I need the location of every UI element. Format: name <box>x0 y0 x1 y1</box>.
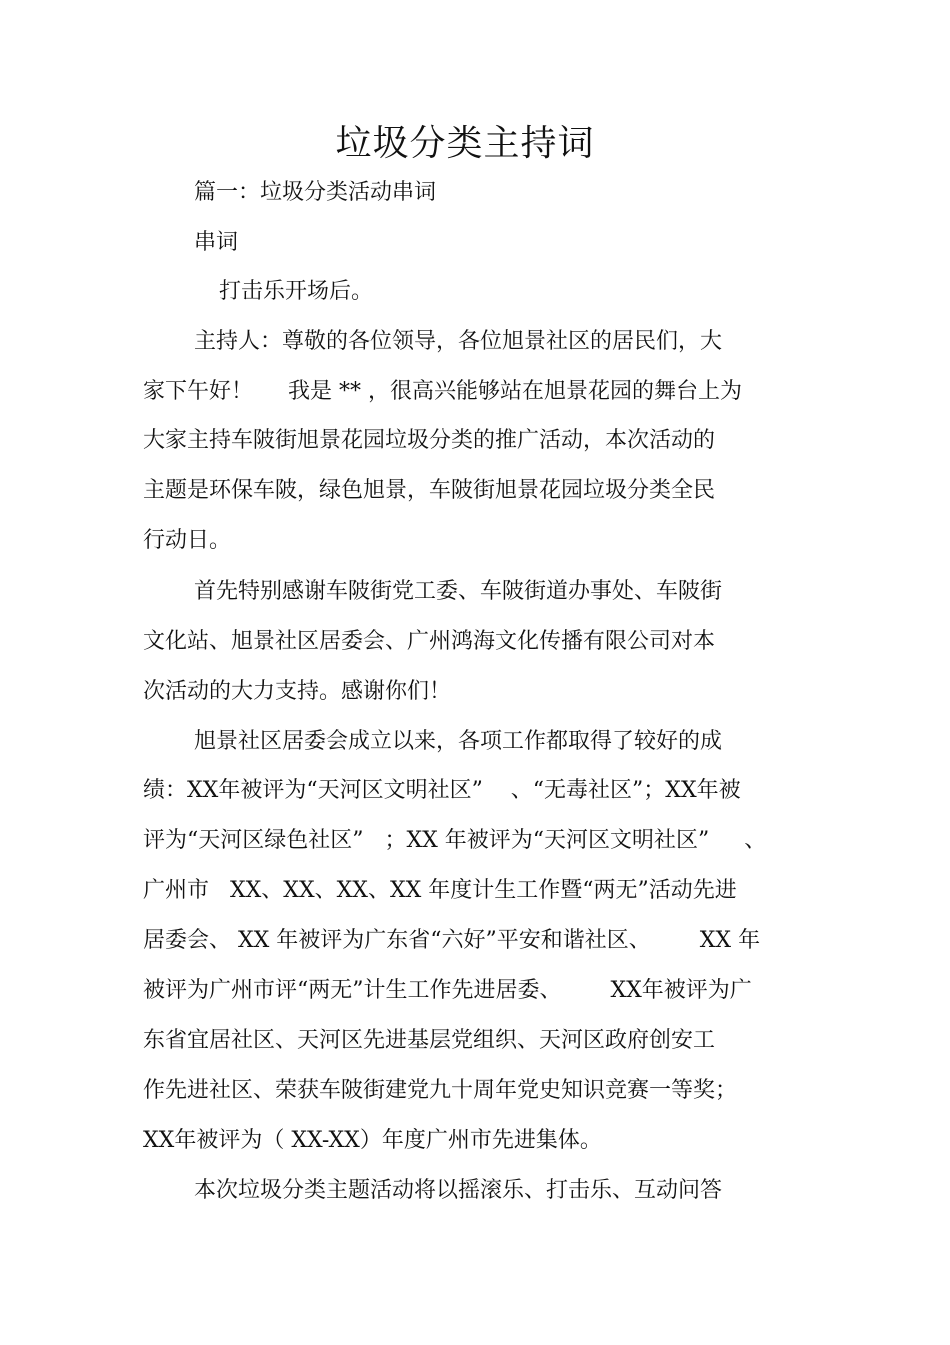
sub-heading: 串词 <box>194 230 239 255</box>
paragraph-line: 居委会、 XX 年被评为广东省“六好”平安和谐社区、 XX 年 <box>143 928 761 953</box>
paragraph-line: XX年被评为（ XX-XX）年度广州市先进集体。 <box>143 1128 602 1153</box>
paragraph-line: 次活动的大力支持。感谢你们！ <box>143 679 452 704</box>
paragraph-line: 东省宜居社区、天河区先进基层党组织、天河区政府创安工 <box>143 1028 716 1053</box>
paragraph-line: 家下午好！ 我是 ** ，很高兴能够站在旭景花园的舞台上为 <box>143 379 742 404</box>
paragraph-line: 被评为广州市评“两无”计生工作先进居委、 XX年被评为广 <box>143 978 752 1003</box>
paragraph-line: 作先进社区、荣获车陂街建党九十周年党史知识竞赛一等奖； <box>143 1078 738 1103</box>
paragraph-line: 广州市 XX、XX、XX、XX 年度计生工作暨“两无”活动先进 <box>143 878 737 903</box>
paragraph-line: 文化站、旭景社区居委会、广州鸿海文化传播有限公司对本 <box>143 629 716 654</box>
paragraph-line: 首先特别感谢车陂街党工委、车陂街道办事处、车陂街 <box>194 579 723 604</box>
paragraph-line: 主题是环保车陂，绿色旭景，车陂街旭景花园垃圾分类全民 <box>143 478 716 503</box>
paragraph-line: 本次垃圾分类主题活动将以摇滚乐、打击乐、互动问答 <box>194 1178 723 1203</box>
paragraph-line: 大家主持车陂街旭景花园垃圾分类的推广活动，本次活动的 <box>143 428 716 453</box>
paragraph-line: 绩：XX年被评为“天河区文明社区” 、“无毒社区”；XX年被 <box>143 778 741 803</box>
paragraph-line: 主持人：尊敬的各位领导，各位旭景社区的居民们，大 <box>194 329 723 354</box>
document-title: 垃圾分类主持词 <box>335 123 595 164</box>
opening-note: 打击乐开场后。 <box>219 279 374 304</box>
paragraph-line: 行动日。 <box>143 528 232 553</box>
paragraph-line: 旭景社区居委会成立以来，各项工作都取得了较好的成 <box>194 729 723 754</box>
section-heading: 篇一：垃圾分类活动串词 <box>194 180 437 205</box>
paragraph-line: 评为“天河区绿色社区” ；XX 年被评为“天河区文明社区” 、 <box>143 828 767 853</box>
